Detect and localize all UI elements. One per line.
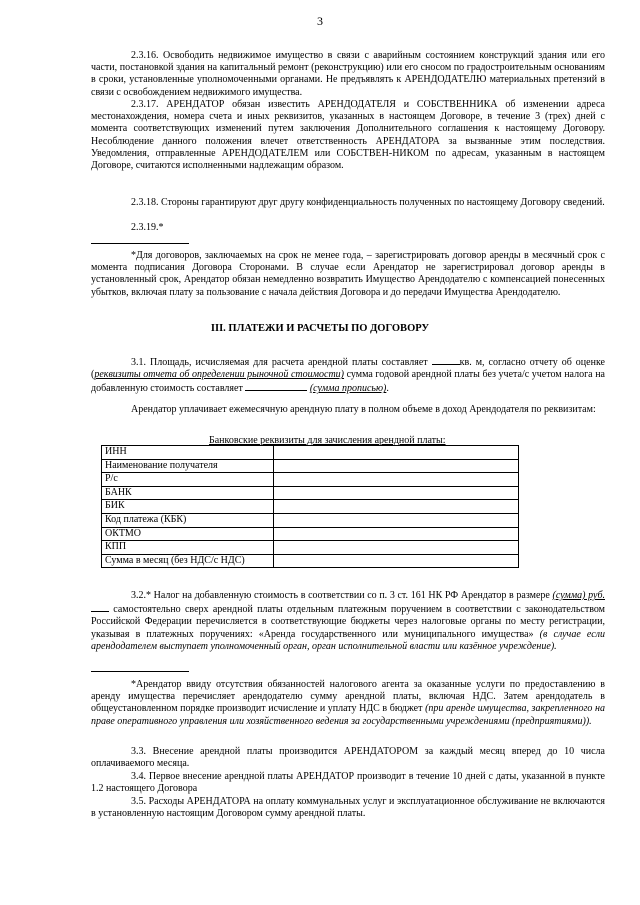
table-row: [102, 554, 519, 568]
row-label-kbk: Код платежа (КБК): [102, 513, 274, 527]
row-value-bik: [274, 500, 519, 514]
footnote-vat-text: *Арендатор ввиду отсутствия обязанностей налогового агента за оказанные услуги по предоставлению в аренду имущества перечисляет арендодателю сумму арендной платы, включая НДС. Затем арендодатель в общеустановленном порядке производит исчисление и уплату НДС в бюджет: [91, 679, 605, 715]
clause-3-1-payment: Арендатор уплачивает ежемесячную арендную плату в полном объеме в доход Арендодателя по реквизитам:: [131, 404, 596, 415]
section-heading: III. ПЛАТЕЖИ И РАСЧЕТЫ ПО ДОГОВОРУ: [210, 323, 430, 334]
clause-3-5: 3.5. Расходы АРЕНДАТОРА на оплату коммунальных услуг и эксплуатационное обслуживание не включаются в установленную настоящим Договором сумму арендной платы.: [91, 796, 605, 820]
clause-3-2: [91, 590, 605, 653]
table-row: [102, 513, 519, 527]
clause-2-3-17: 2.3.17. АРЕНДАТОР обязан известить АРЕНДОДАТЕЛЯ и СОБСТВЕННИКА об изменении адреса местонахождения, номера счета и иных реквизитов, указанных в настоящем Договоре, в течение 3 (трех) дней с момента соответствующих изменений путем заключения Дополнительного соглашения к настоящему Договору. Несоблюдение данного положения влечет ответственность АРЕНДАТОРА за вызванные этим последствия. Уведомления, отправленные АРЕНДОДАТЕЛЕМ или СОБСТВЕН-НИКОМ по адресам, указанным в настоящем Договоре, считаются исполненными надлежащим образом.: [91, 99, 605, 172]
footnote-vat-note: (при аренде имущества, закрепленного на праве оперативного управления или хозяйственного ведения за государственными учреждениями (предприятиями)).: [91, 703, 605, 727]
amount-in-words: (сумма прописью): [309, 383, 387, 395]
row-value-account: [274, 473, 519, 487]
table-row: [102, 459, 519, 473]
vat-sum: (сумма) руб.: [552, 590, 605, 601]
clause-2-3-19: 2.3.19.*: [131, 222, 164, 233]
row-value-bank: [274, 486, 519, 500]
clause-3-1-text-2: кв. м, согласно отчету об оценке (: [91, 357, 605, 381]
clause-3-1-text-4: .: [386, 383, 389, 395]
bank-table-caption: Банковские реквизиты для зачисления арендной платы:: [209, 435, 446, 446]
clause-3-3: 3.3. Внесение арендной платы производится АРЕНДАТОРОМ за каждый месяц вперед до 10 числа оплачиваемого месяца.: [91, 746, 605, 770]
row-label-kpp: КПП: [102, 541, 274, 555]
row-value-inn: [274, 446, 519, 460]
row-label-monthly-sum: Сумма в месяц (без НДС/с НДС): [102, 554, 274, 568]
valuation-report-ref: реквизиты отчета об определении рыночной стоимости): [94, 369, 345, 381]
clause-3-2-text-2: самостоятельно сверх арендной платы отдельным платежным поручением в соответствии с законодательством Российской Федерации перечисляется в соответствующие бюджеты через налоговые органы по месту регистрации, указывая в платежных поручениях: «Арендa государственного или муниципального имущества»: [91, 604, 605, 640]
footnote-vat: [91, 679, 605, 728]
footnote-separator-2: [91, 671, 189, 672]
clause-3-1-text-3: сумма годовой арендной платы без учета/с учетом налога на добавленную стоимость составляет: [91, 369, 605, 395]
footnote-registration: *Для договоров, заключаемых на срок не менее года, – зарегистрировать договор аренды в месячный срок с момента подписания Договора Сторонами. В случае если Арендатор не зарегистрировал договор аренды в установленный срок, Арендатор обязан немедленно возвратить Имущество Арендодателю с компенсацией понесенных убытков, включая плату за пользование с начала действия Договора и до передачи Имущества Арендодателю.: [91, 250, 605, 298]
vat-blank: [91, 602, 109, 612]
clause-2-3-16: 2.3.16. Освободить недвижимое имущество в связи с аварийным состоянием конструкций здания или его части, постановкой здания на капитальный ремонт (реконструкцию) или его сносом по градостроительным основаниям в сроки, установленные уполномоченными органами. Не предъявлять к АРЕНДОДАТЕЛЮ материальных претензий в связи с освобождением недвижимого имущества.: [91, 50, 605, 98]
clause-3-2-text-1: 3.2.* Налог на добавленную стоимость в соответствии со п. 3 ст. 161 НК РФ Арендатор в размере: [131, 590, 553, 601]
footnote-separator: [91, 243, 189, 244]
row-label-oktmo: ОКТМО: [102, 527, 274, 541]
table-row: [102, 527, 519, 541]
row-value-kpp: [274, 541, 519, 555]
row-label-account: Р/с: [102, 473, 274, 487]
row-label-recipient: Наименование получателя: [102, 459, 274, 473]
row-value-kbk: [274, 513, 519, 527]
row-value-oktmo: [274, 527, 519, 541]
row-value-monthly-sum: [274, 554, 519, 568]
amount-blank: [245, 381, 307, 391]
table-row: [102, 541, 519, 555]
table-row: [102, 446, 519, 460]
table-row: [102, 500, 519, 514]
row-label-inn: ИНН: [102, 446, 274, 460]
page-number: 3: [317, 14, 323, 28]
clause-3-1: [91, 355, 605, 396]
clause-3-2-note: (в случае если арендодателем выступает уполномоченный орган, орган исполнительной власти или казённое учреждение).: [91, 628, 605, 652]
row-value-recipient: [274, 459, 519, 473]
clause-3-1-text-1: 3.1. Площадь, исчисляемая для расчета арендной платы составляет: [131, 357, 428, 368]
bank-details-table: [101, 445, 519, 568]
clause-3-4: 3.4. Первое внесение арендной платы АРЕНДАТОР производит в течение 10 дней с даты, указанной в пункте 1.2 настоящего Договора: [91, 771, 605, 795]
table-row: [102, 486, 519, 500]
clause-2-3-18: 2.3.18. Стороны гарантируют друг другу конфиденциальность полученных по настоящему Договору сведений.: [131, 197, 605, 208]
area-blank: [432, 355, 460, 365]
row-label-bank: БАНК: [102, 486, 274, 500]
table-row: [102, 473, 519, 487]
row-label-bik: БИК: [102, 500, 274, 514]
